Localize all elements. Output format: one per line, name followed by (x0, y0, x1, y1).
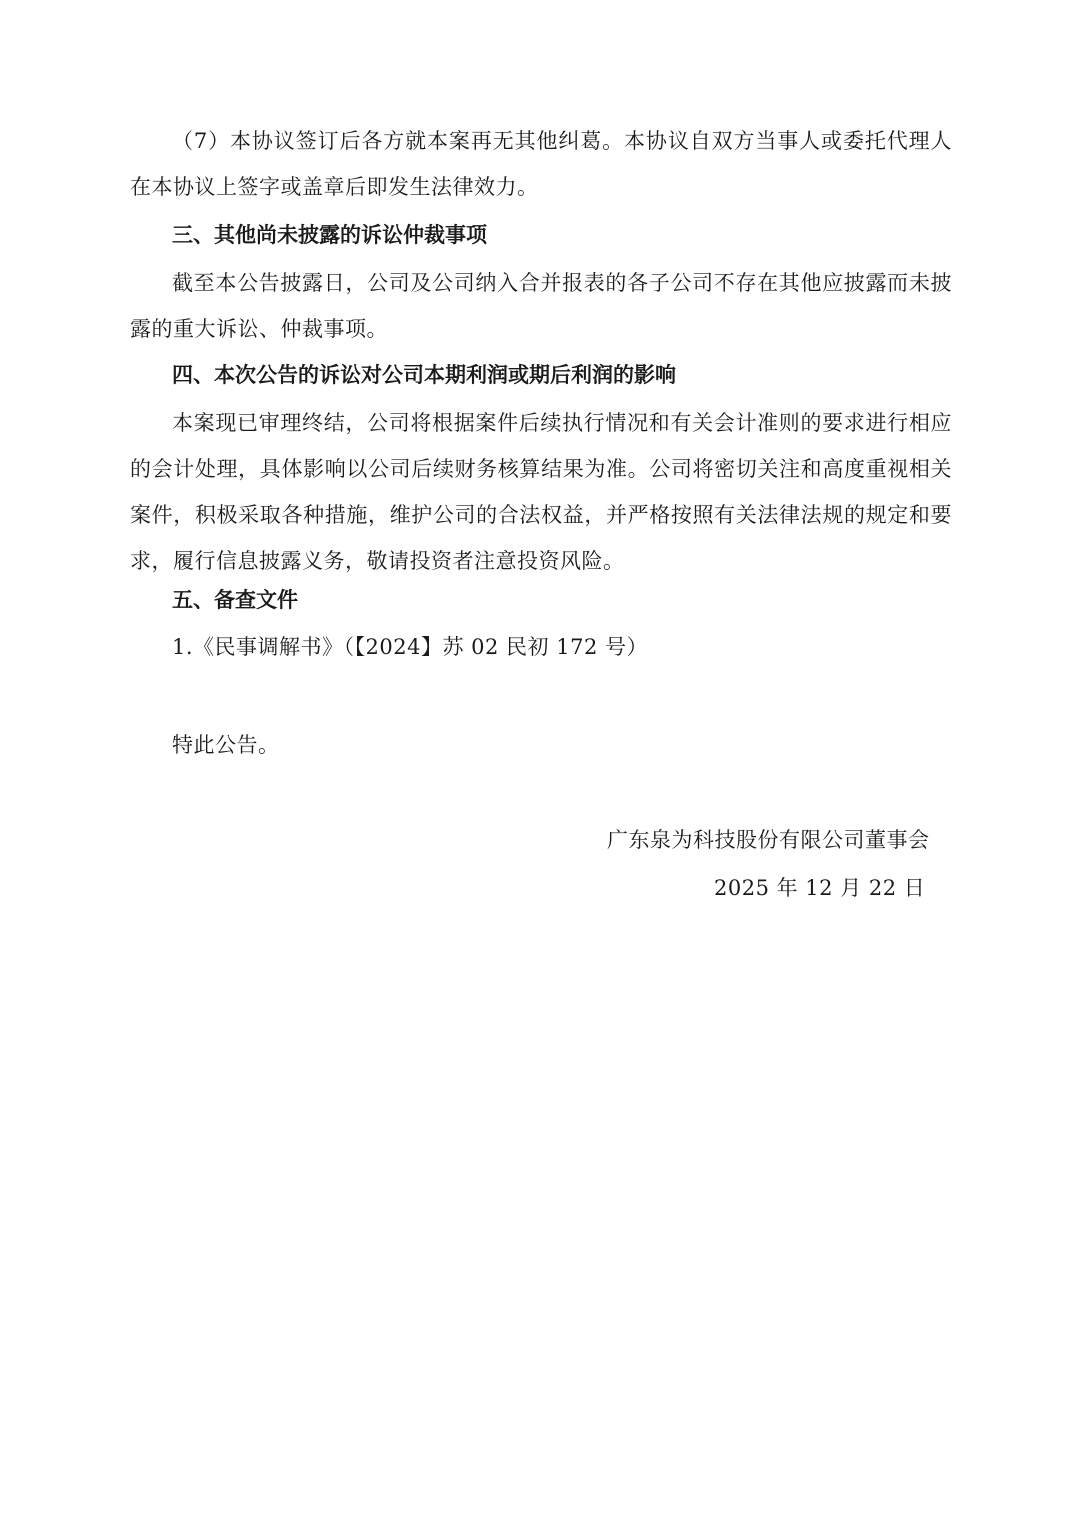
paragraph-agreement-effect: （7）本协议签订后各方就本案再无其他纠葛。本协议自双方当事人或委托代理人在本协议上签字或盖章后即发生法律效力。 (130, 129, 952, 199)
paragraph-no-other-litigation: 截至本公告披露日，公司及公司纳入合并报表的各子公司不存在其他应披露而未披露的重大诉讼、仲裁事项。 (130, 271, 952, 341)
signatory-board: 广东泉为科技股份有限公司董事会 (607, 828, 930, 852)
section-heading-other-litigation: 三、其他尚未披露的诉讼仲裁事项 (172, 223, 487, 247)
paragraph-profit-impact: 本案现已审理终结，公司将根据案件后续执行情况和有关会计准则的要求进行相应的会计处理，具体影响以公司后续财务核算结果为准。公司将密切关注和高度重视相关案件，积极采取各种措施，维护公司的合法权益，并严格按照有关法律法规的规定和要求，履行信息披露义务，敬请投资者注意投资风险。 (130, 411, 952, 573)
announcement-date: 2025 年 12 月 22 日 (714, 876, 926, 900)
closing-statement: 特此公告。 (172, 733, 280, 757)
reference-document-item: 1.《民事调解书》（【2024】苏 02 民初 172 号） (172, 635, 648, 659)
section-heading-reference-documents: 五、备查文件 (172, 588, 298, 612)
section-heading-profit-impact: 四、本次公告的诉讼对公司本期利润或期后利润的影响 (172, 363, 676, 387)
